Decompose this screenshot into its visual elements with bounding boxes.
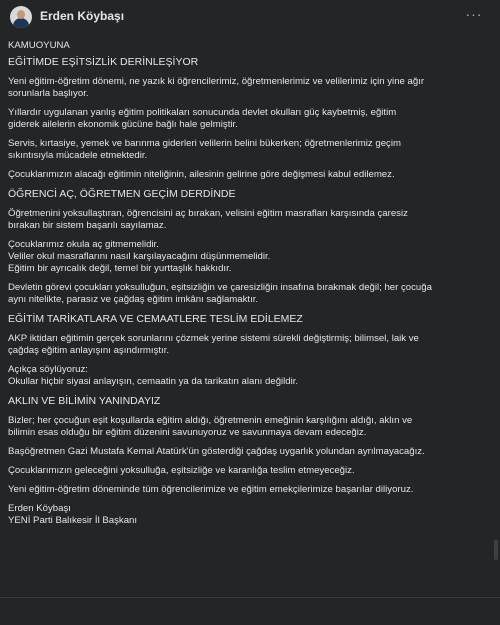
paragraph-line: aynı nitelikte, parasız ve çağdaş eğitim imkânı sağlamaktır. (8, 294, 259, 305)
post-title: KAMUOYUNA (8, 40, 70, 51)
avatar-shoulders (13, 18, 29, 28)
paragraph-line: Yeni eğitim-öğretim döneminde tüm öğrencilerimize ve eğitim emekçilerimize başarılar diliyoruz. (8, 484, 414, 495)
paragraph-line: sıkıntısıyla mücadele etmektedir. (8, 150, 148, 161)
paragraph-line: Çocuklarımızın alacağı eğitimin niteliğinin, ailesinin gelirine göre değişmesi kabul edilemez. (8, 169, 395, 180)
paragraph-line: Devletin görevi çocukları yoksulluğun, eşitsizliğin ve çaresizliğin insafına bırakmak değil; her çocuğa (8, 282, 432, 293)
paragraph-line: Açıkça söylüyoruz: (8, 364, 88, 375)
paragraph-line: Eğitim bir ayrıcalık değil, temel bir yurttaşlık hakkıdır. (8, 263, 232, 274)
author-name[interactable]: Erden Köybaşı (40, 9, 125, 23)
paragraph-line: sorunlarla başlıyor. (8, 88, 89, 99)
post-divider (0, 597, 500, 598)
paragraph-line: Bizler; her çocuğun eşit koşullarda eğitim aldığı, öğretmenin emeğinin karşılığını aldığı, aklın ve (8, 415, 413, 426)
paragraph-line: bırakan bir sistem başarılı sayılamaz. (8, 220, 167, 231)
section-heading: EĞİTİMDE EŞİTSİZLİK DERİNLEŞİYOR (8, 56, 199, 68)
post-header (0, 0, 500, 36)
paragraph-line: Yıllardır uygulanan yanlış eğitim politikaları sonucunda devlet okulları güç kaybetmiş, eğitim (8, 107, 397, 118)
more-options-icon[interactable]: ··· (465, 6, 483, 22)
paragraph-line: AKP iktidarı eğitimin gerçek sorunlarını çözmek yerine sistemi sürekli değiştirmiş; bilimsel, laik ve (8, 333, 419, 344)
avatar[interactable] (10, 6, 32, 28)
paragraph-line: Veliler okul masraflarını nasıl karşılayacağını düşünmemelidir. (8, 251, 271, 262)
paragraph-line: bilimin esas olduğu bir eğitim düzenini savunuyoruz ve savunmaya devam edeceğiz. (8, 427, 367, 438)
section-heading: AKLIN VE BİLİMİN YANINDAYIZ (8, 395, 161, 407)
section-heading: EĞİTİM TARİKATLARA VE CEMAATLERE TESLİM EDİLEMEZ (8, 313, 303, 325)
paragraph-line: Çocuklarımızın geleceğini yoksulluğa, eşitsizliğe ve karanlığa teslim etmeyeceğiz. (8, 465, 355, 476)
paragraph-line: Başöğretmen Gazi Mustafa Kemal Atatürk'ün gösterdiği çağdaş uygarlık yolundan ayrılmayacağız. (8, 446, 425, 457)
paragraph-line: çağdaş eğitim anlayışını aşındırmıştır. (8, 345, 170, 356)
paragraph-line: Çocuklarımız okula aç gitmemelidir. (8, 239, 159, 250)
paragraph-line: Yeni eğitim-öğretim dönemi, ne yazık ki öğrencilerimiz, öğretmenlerimiz ve velilerimiz için yine ağır (8, 76, 425, 87)
signature-title: YENİ Parti Balıkesir İl Başkanı (8, 515, 138, 526)
signature-name: Erden Köybaşı (8, 503, 71, 514)
post-body (8, 40, 488, 527)
paragraph-line: giderek ailelerin ekonomik gücüne bağlı hale gelmiştir. (8, 119, 238, 130)
paragraph-line: Okullar hiçbir siyasi anlayışın, cemaatin ya da tarikatın alanı değildir. (8, 376, 299, 387)
avatar-head (17, 10, 25, 19)
scrollbar-thumb[interactable] (494, 540, 498, 560)
paragraph-line: Öğretmenini yoksullaştıran, öğrencisini aç bırakan, velisini eğitim masrafları karşısında çaresiz (8, 208, 408, 219)
section-heading: ÖĞRENCİ AÇ, ÖĞRETMEN GEÇİM DERDİNDE (8, 188, 236, 200)
paragraph-line: Servis, kırtasiye, yemek ve barınma giderleri velilerin belini bükerken; öğretmenlerimiz geçim (8, 138, 401, 149)
